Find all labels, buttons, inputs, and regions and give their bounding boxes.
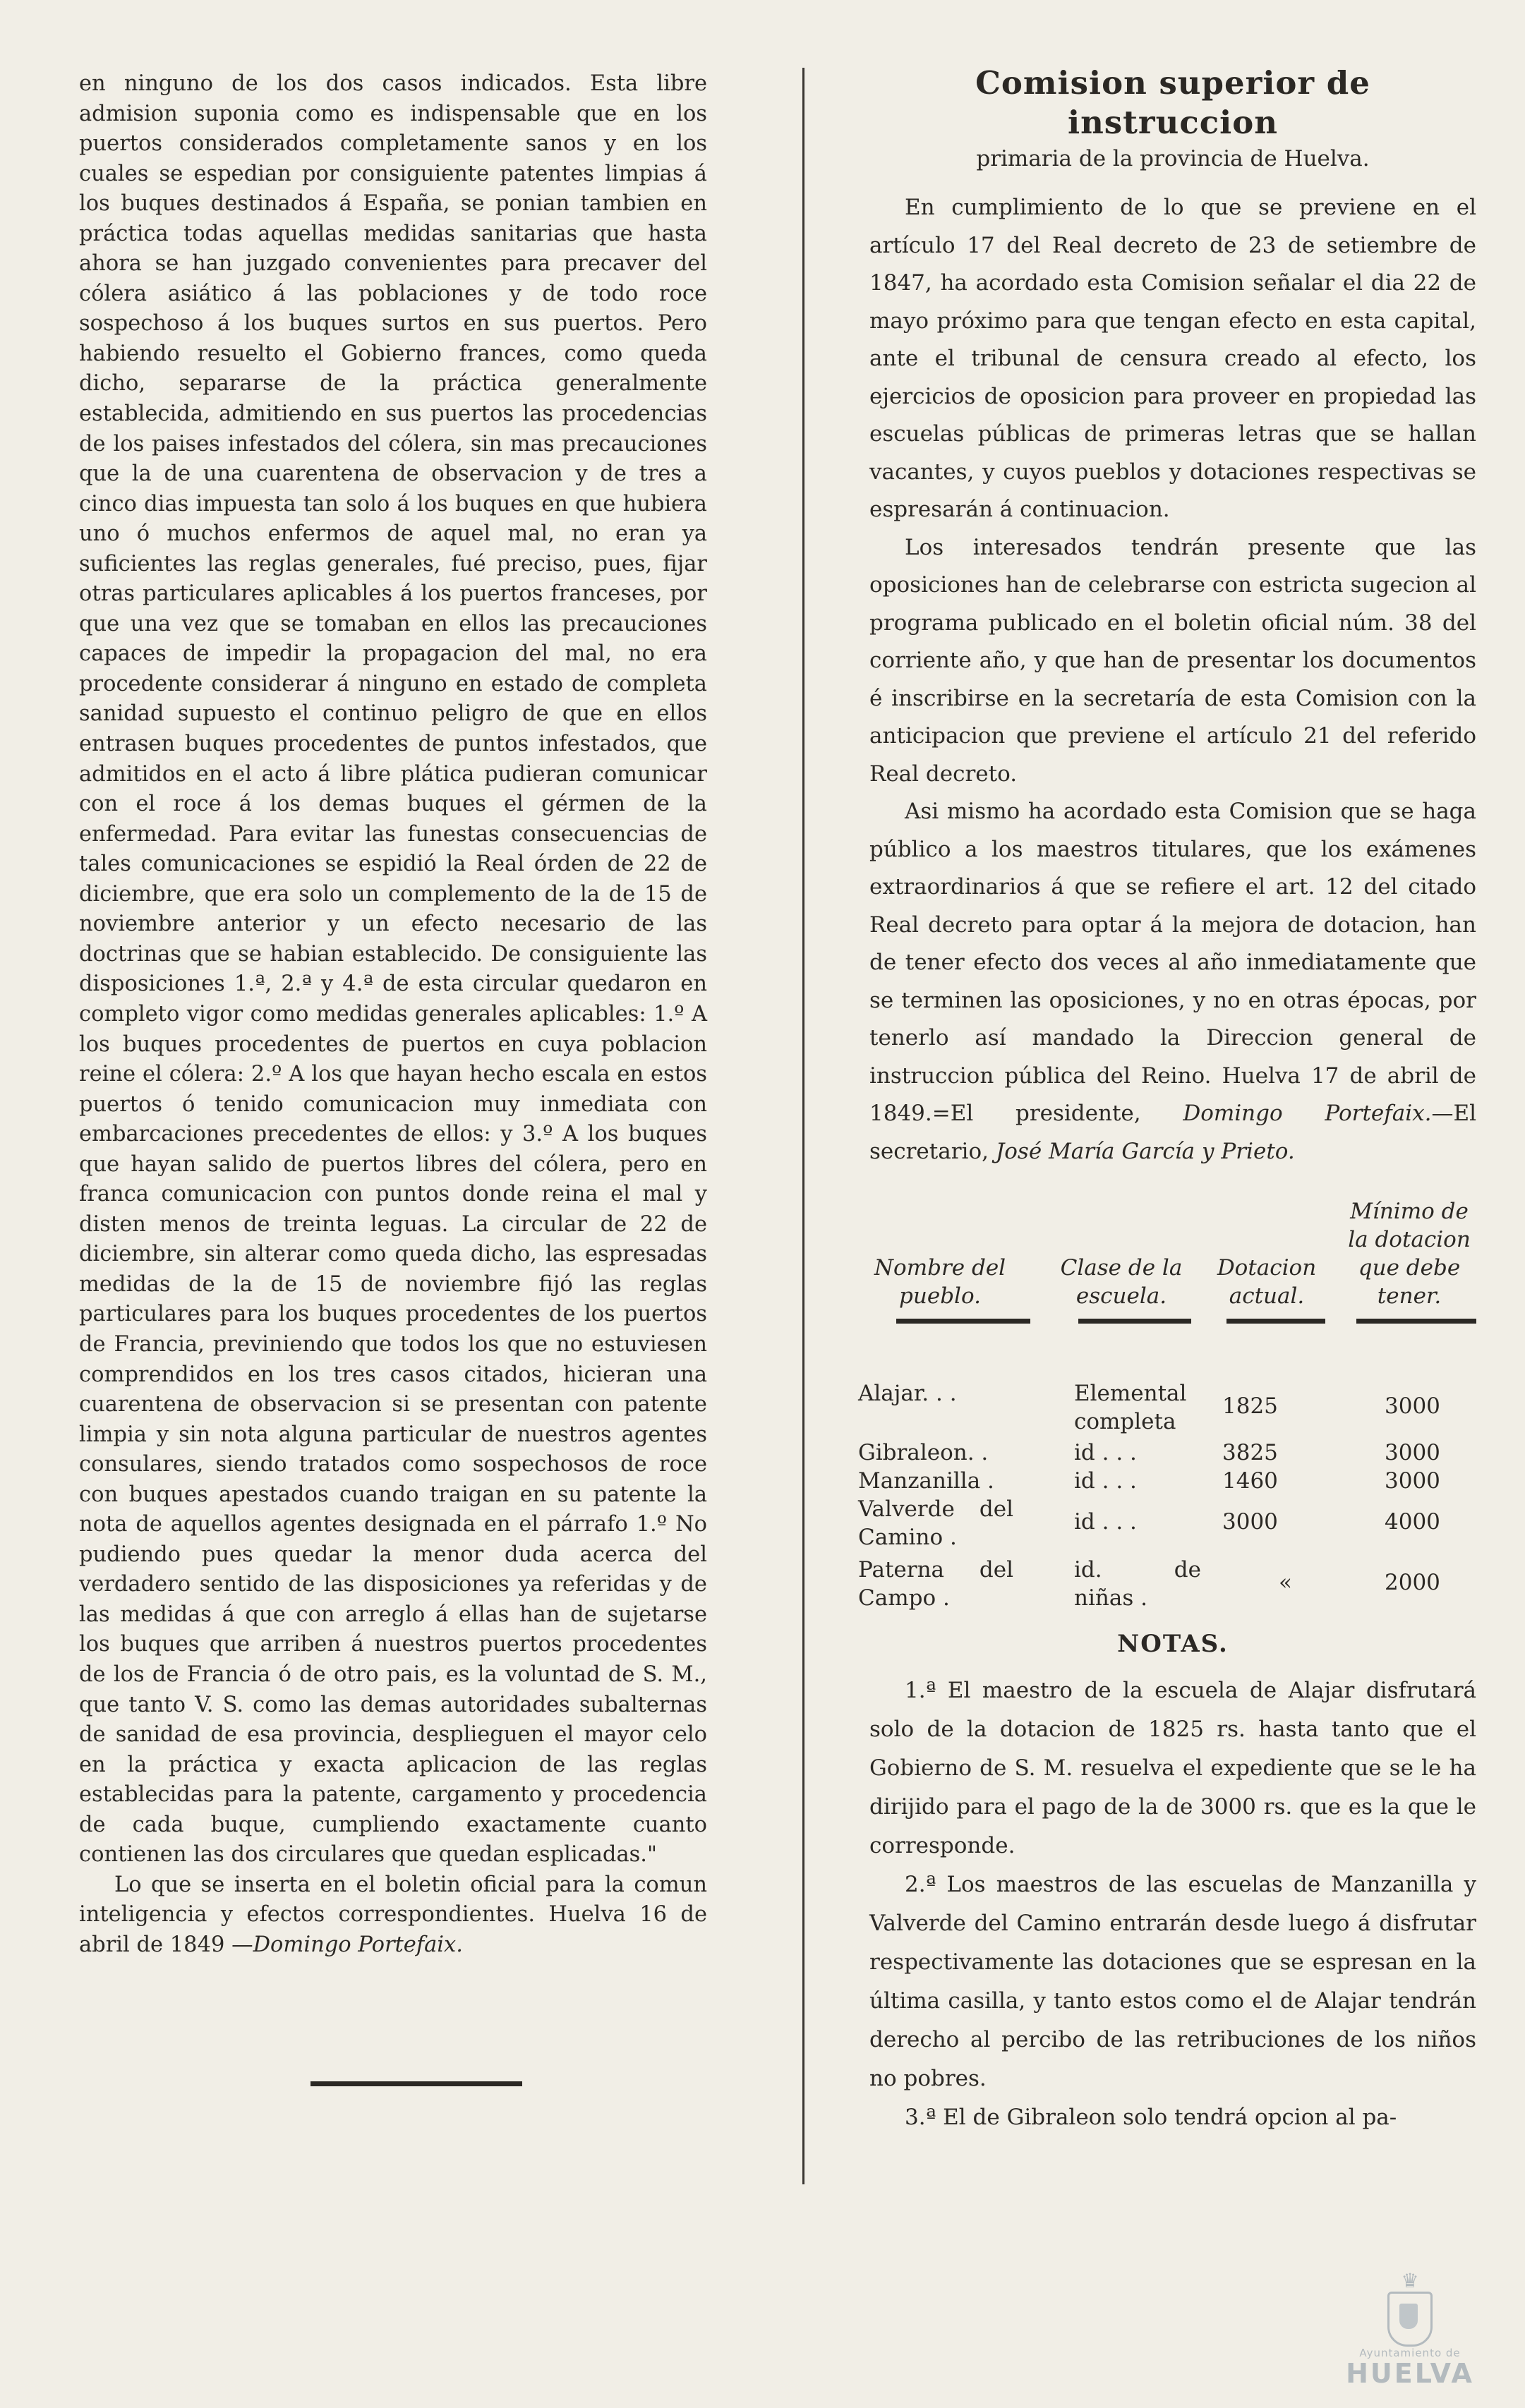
header-minimo: Mínimo de la dotacion que debe tener. <box>1348 1199 1471 1309</box>
right-paragraph-2: Los interesados tendrán presente que las oposiciones han de celebrarse con estricta sugecion al programa publicado en el boletin oficial núm. 38 del corriente año, y que han de presentar los documentos é inscribirse en la secretaría de esta Comision con la anticipacion que previene el artículo 21 del referido Real decreto. <box>869 534 1476 787</box>
header-rule-1 <box>896 1319 1030 1324</box>
header-rule-2 <box>1078 1319 1191 1324</box>
section-title: Comision superior de instruccion <box>975 64 1370 141</box>
president-name: Domingo Portefaix. <box>1183 1101 1432 1126</box>
row-2-dotacion: 3825 <box>1222 1440 1278 1465</box>
secretary-label: —El secretario, <box>869 1101 1476 1164</box>
note-1: 1.ª El maestro de la escuela de Alajar disfrutará solo de la dotacion de 1825 rs. hasta tanto que el Gobierno de S. M. resuelva el expediente que se le ha dirijido para el pago de la de 3000 rs. que es la que le corresponde. <box>869 1678 1476 1858</box>
row-3-pueblo: Manzanilla . <box>858 1468 994 1494</box>
header-rule-3 <box>1226 1319 1325 1324</box>
right-column <box>858 63 1476 2137</box>
row-1-minimo: 3000 <box>1385 1393 1440 1419</box>
header-pueblo: Nombre del pueblo. <box>874 1255 1006 1309</box>
notes-title: NOTAS. <box>1117 1630 1229 1658</box>
left-paragraph-1: en ninguno de los dos casos indicados. Esta libre admision suponia como es indispensable que en los puertos considerados completamente sanos y en los cuales se espedian por consiguiente patentes limpias á los buques destinados á España, se ponian tambien en práctica todas aquellas medidas sanitarias que hasta ahora se han juzgado convenientes para precaver del cólera asiático á las poblaciones y de todo roce sospechoso á los buques surtos en sus puertos. Pero habiendo resuelto el Gobierno frances, como queda dicho, separarse de la práctica generalmente establecida, admitiendo en sus puertos las procedencias de los paises infestados del cólera, sin mas precauciones que la de una cuarentena de observacion y de tres a cinco dias impuesta tan solo á los buques en que hubiera uno ó muchos enfermos de aquel mal, no eran ya suficientes las reglas generales, fué preciso, pues, fijar otras particulares aplicables á los puertos franceses, por que una vez que se tomaban en ellos las precauciones capaces de impedir la propagacion del mal, no era procedente considerar á ninguno en estado de completa sanidad supuesto el continuo peligro de que en ellos entrasen buques procedentes de puntos infestados, que admitidos en el acto á libre plática pudieran comunicar con el roce á los demas buques el gérmen de la enfermedad. Para evitar las funestas consecuencias de tales comunicaciones se espidió la Real órden de 22 de diciembre, que era solo un complemento de la de 15 de noviembre anterior y un efecto necesario de las doctrinas que se habian establecido. De consiguiente las disposiciones 1.ª, 2.ª y 4.ª de esta circular quedaron en completo vigor como medidas generales aplicables: 1.º A los buques procedentes de puertos en cuya poblacion reine el cólera: 2.º A los que hayan hecho escala en estos puertos ó tenido comunicacion muy inmediata con embarcaciones precedentes de ellos: y 3.º A los buques que hayan salido de puertos libres del cólera, pero en franca comunicacion con puntos donde reina el mal y disten menos de treinta leguas. La circular de 22 de diciembre, sin alterar como queda dicho, las espresadas medidas de la de 15 de noviembre fijó las reglas particulares para los buques procedentes de los puertos de Francia, previniendo que todos los que no estuviesen comprendidos en los tres casos citados, hicieran una cuarentena de observacion si se presentan con patente limpia y sin nota alguna particular de nuestros agentes consulares, siendo tratados como sospechosos de roce con buques apestados cuando traigan en su patente la nota de aquellos agentes designada en el párrafo 1.º No pudiendo pues quedar la menor duda acerca del verdadero sentido de las disposiciones ya referidas y de las medidas á que con arreglo á ellas han de sujetarse los buques que arriben á nuestros puertos procedentes de los de Francia ó de otro pais, es la voluntad de S. M., que tanto V. S. como las demas autoridades subalternas de sanidad de esa provincia, desplieguen el mayor celo en la práctica y exacta aplicacion de las reglas establecidas para la patente, cargamento y procedencia de cada buque, cumpliendo exactamente cuanto contienen las dos circulares que quedan esplicadas." <box>79 71 707 1868</box>
row-1-pueblo: Alajar. . . <box>858 1381 957 1406</box>
row-3-dotacion: 1460 <box>1222 1468 1278 1494</box>
left-column <box>79 69 707 1960</box>
column-divider <box>802 68 804 2184</box>
row-4-clase: id . . . <box>1074 1509 1137 1535</box>
crown-icon: ♛ <box>1401 2269 1419 2292</box>
section-subtitle: primaria de la provincia de Huelva. <box>976 146 1370 171</box>
watermark-big-text: HUELVA <box>1346 2358 1474 2389</box>
right-paragraph-3 <box>869 793 1476 1170</box>
shield-icon <box>1387 2292 1433 2347</box>
left-end-rule <box>311 2081 522 2086</box>
left-paragraph-2 <box>79 1870 707 1961</box>
secretary-name: José María García y Prieto. <box>995 1138 1295 1164</box>
row-5-minimo: 2000 <box>1385 1570 1440 1595</box>
row-3-minimo: 3000 <box>1385 1468 1440 1494</box>
row-1-clase: Elemental completa <box>1074 1381 1187 1434</box>
schools-table <box>858 1197 1476 1621</box>
row-2-pueblo: Gibraleon. . <box>858 1440 989 1465</box>
row-5-dotacion: « <box>1279 1570 1292 1595</box>
left-signature: Domingo Portefaix. <box>253 1932 463 1957</box>
note-2: 2.ª Los maestros de las escuelas de Manzanilla y Valverde del Camino entrarán desde luego á disfrutar respectivamente las dotaciones que se espresan en la última casilla, y tanto estos como el de Alajar tendrán derecho al percibo de las retribuciones de los niños no pobres. <box>869 1872 1476 2091</box>
row-5-pueblo: Paterna del Campo . <box>858 1557 1013 1611</box>
header-clase: Clase de la escuela. <box>1060 1255 1183 1309</box>
row-4-pueblo: Valverde del Camino . <box>858 1496 1013 1550</box>
row-4-dotacion: 3000 <box>1222 1509 1278 1535</box>
note-3: 3.ª El de Gibraleon solo tendrá opcion al pa- <box>905 2105 1397 2130</box>
row-4-minimo: 4000 <box>1385 1509 1440 1535</box>
watermark-small-text: Ayuntamiento de <box>1359 2347 1461 2359</box>
right-paragraph-3-text: Asi mismo ha acordado esta Comision que se haga público a los maestros titulares, que los exámenes extraordinarios á que se refiere el art. 12 del citado Real decreto para optar á la mejora de dotacion, han de tener efecto dos veces al año inmediatamente que se terminen las oposiciones, y no en otras épocas, por tenerlo así mandado la Direccion general de instruccion pública del Reino. Huelva 17 de abril de 1849.=El presidente, <box>869 799 1476 1126</box>
row-5-clase: id. de niñas . <box>1074 1557 1201 1611</box>
row-1-dotacion: 1825 <box>1222 1393 1278 1419</box>
row-2-clase: id . . . <box>1074 1440 1137 1465</box>
header-rule-4 <box>1356 1319 1476 1324</box>
row-3-clase: id . . . <box>1074 1468 1137 1494</box>
header-dotacion: Dotacion actual. <box>1217 1255 1317 1309</box>
huelva-watermark-logo <box>1332 2270 1488 2404</box>
row-2-minimo: 3000 <box>1385 1440 1440 1465</box>
left-paragraph-2-text: Lo que se inserta en el boletin oficial para la comun inteligencia y efectos correspondientes. Huelva 16 de abril de 1849 — <box>79 1872 707 1957</box>
right-paragraph-1: En cumplimiento de lo que se previene en el artículo 17 del Real decreto de 23 de setiembre de 1847, ha acordado esta Comision señalar el dia 22 de mayo próximo para que tengan efecto en esta capital, ante el tribunal de censura creado al efecto, los ejercicios de oposicion para proveer en propiedad las escuelas públicas de primeras letras que se hallan vacantes, y cuyos pueblos y dotaciones respectivas se espresarán á continuacion. <box>869 195 1476 522</box>
